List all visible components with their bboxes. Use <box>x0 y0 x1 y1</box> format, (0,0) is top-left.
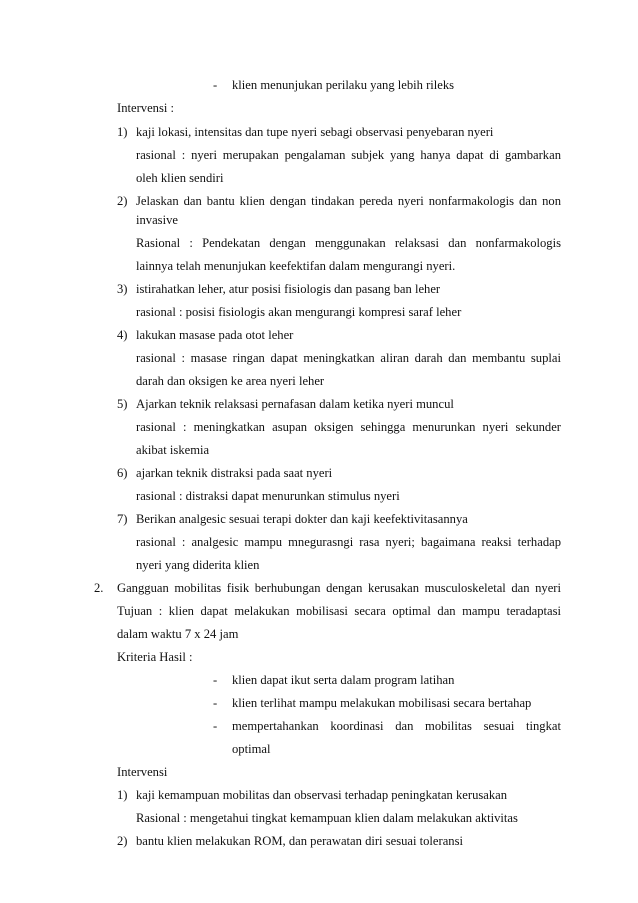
item-number: 1) <box>117 788 128 802</box>
rationale-text: rasional : posisi fisiologis akan mengurangi kompresi saraf leher <box>136 305 462 319</box>
intervensi-heading: Intervensi : <box>117 101 175 115</box>
goal-text: dalam waktu 7 x 24 jam <box>117 627 239 641</box>
rationale-text: rasional : meningkatkan asupan oksigen sehingga menurunkan nyeri sekunder <box>136 420 561 434</box>
item-number: 5) <box>117 397 128 411</box>
rationale-text: rasional : distraksi dapat menurunkan stimulus nyeri <box>136 489 400 503</box>
intervention-text: Jelaskan dan bantu klien dengan tindakan pereda nyeri nonfarmakologis dan non <box>136 194 561 208</box>
intervention-text: lakukan masase pada otot leher <box>136 328 294 342</box>
rationale-text: akibat iskemia <box>136 443 210 457</box>
intervention-text: Ajarkan teknik relaksasi pernafasan dalam ketika nyeri muncul <box>136 397 454 411</box>
bullet-dash: - <box>213 719 218 733</box>
rationale-text: darah dan oksigen ke area nyeri leher <box>136 374 325 388</box>
criteria-heading: Kriteria Hasil : <box>117 650 193 664</box>
goal-text: Tujuan : klien dapat melakukan mobilisasi secara optimal dan mampu teradaptasi <box>117 604 561 618</box>
rationale-text: rasional : nyeri merupakan pengalaman subjek yang hanya dapat di gambarkan <box>136 148 561 162</box>
criteria-item: mempertahankan koordinasi dan mobilitas sesuai tingkat <box>232 719 561 733</box>
item-number: 2) <box>117 194 128 208</box>
bullet-dash: - <box>213 78 218 92</box>
intervention-text: invasive <box>136 213 178 227</box>
intervention-text: istirahatkan leher, atur posisi fisiologis dan pasang ban leher <box>136 282 441 296</box>
rationale-text: Rasional : Pendekatan dengan menggunakan relaksasi dan nonfarmakologis <box>136 236 561 250</box>
criteria-item: klien dapat ikut serta dalam program latihan <box>232 673 455 687</box>
item-number: 3) <box>117 282 128 296</box>
item-number: 4) <box>117 328 128 342</box>
rationale-text: nyeri yang diderita klien <box>136 558 260 572</box>
section-number: 2. <box>94 581 104 595</box>
intervention-text: kaji lokasi, intensitas dan tupe nyeri sebagi observasi penyebaran nyeri <box>136 125 494 139</box>
item-number: 1) <box>117 125 128 139</box>
rationale-text: oleh klien sendiri <box>136 171 224 185</box>
diagnosis-title: Gangguan mobilitas fisik berhubungan dengan kerusakan musculoskeletal dan nyeri <box>117 581 561 595</box>
rationale-text: rasional : masase ringan dapat meningkatkan aliran darah dan membantu suplai <box>136 351 561 365</box>
bullet-dash: - <box>213 696 218 710</box>
item-number: 7) <box>117 512 128 526</box>
criteria-item: klien menunjukan perilaku yang lebih rileks <box>232 78 455 92</box>
bullet-dash: - <box>213 673 218 687</box>
item-number: 6) <box>117 466 128 480</box>
rationale-text: lainnya telah menunjukan keefektifan dalam mengurangi nyeri. <box>136 259 456 273</box>
criteria-item: optimal <box>232 742 271 756</box>
rationale-text: rasional : analgesic mampu mnegurasngi rasa nyeri; bagaimana reaksi terhadap <box>136 535 561 549</box>
item-number: 2) <box>117 834 128 848</box>
intervention-text: bantu klien melakukan ROM, dan perawatan diri sesuai toleransi <box>136 834 463 848</box>
criteria-item: klien terlihat mampu melakukan mobilisasi secara bertahap <box>232 696 532 710</box>
rationale-text: Rasional : mengetahui tingkat kemampuan klien dalam melakukan aktivitas <box>136 811 518 825</box>
intervention-text: ajarkan teknik distraksi pada saat nyeri <box>136 466 333 480</box>
intervensi-heading: Intervensi <box>117 765 168 779</box>
intervention-text: Berikan analgesic sesuai terapi dokter dan kaji keefektivitasannya <box>136 512 468 526</box>
intervention-text: kaji kemampuan mobilitas dan observasi terhadap peningkatan kerusakan <box>136 788 508 802</box>
